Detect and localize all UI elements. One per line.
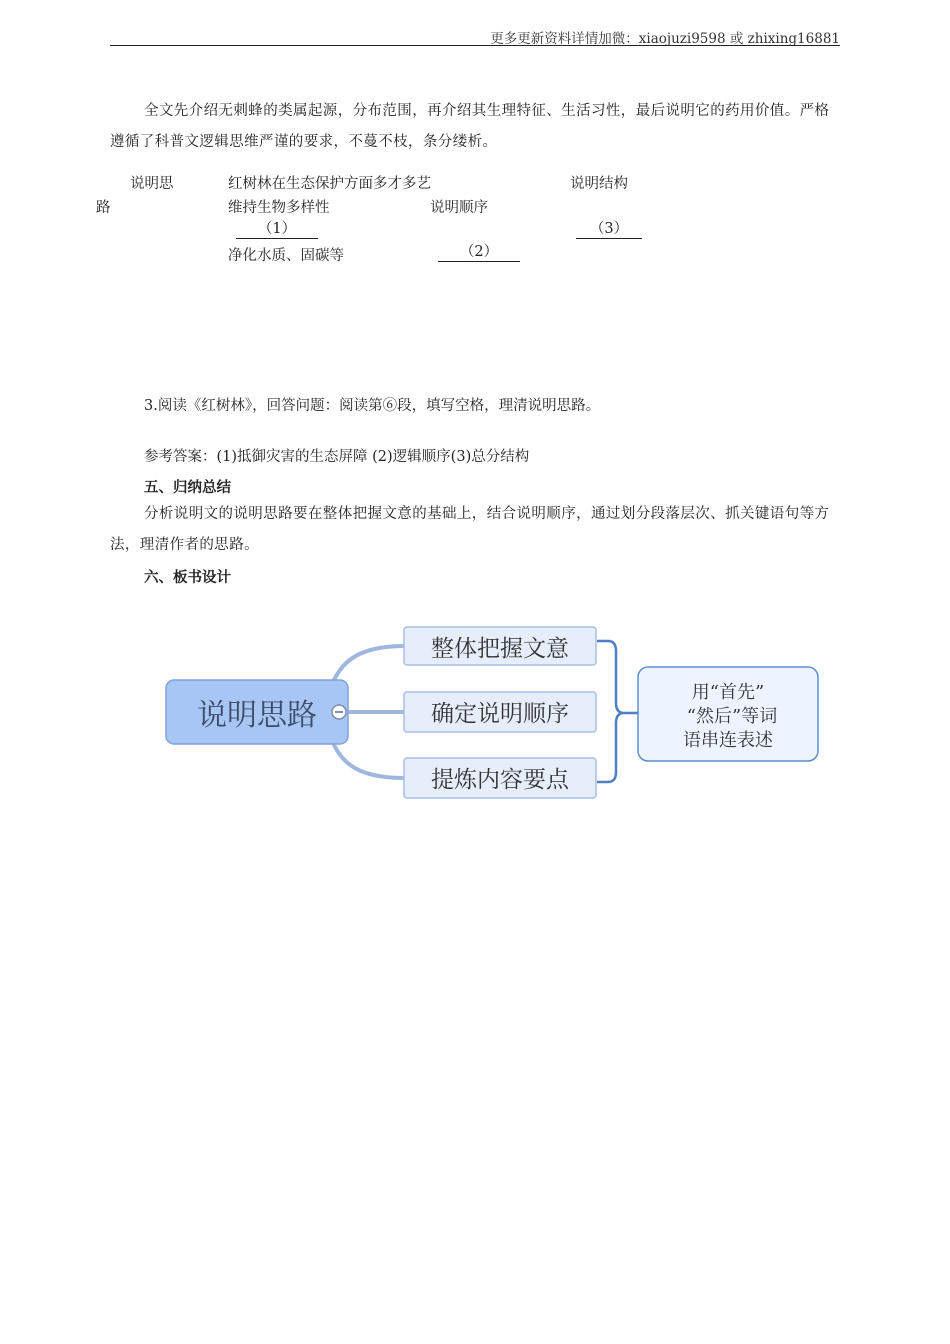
summary-bracket	[597, 641, 638, 782]
outline-main-topic: 红树林在生态保护方面多才多艺	[228, 176, 431, 192]
section5-text: 分析说明文的说明思路要在整体把握文意的基础上，结合说明顺序，通过划分段落层次、抓关键语句等方法，理清作者的思路。	[110, 506, 830, 553]
outline-label-line2: 路	[96, 200, 111, 216]
section6-heading: 六、板书设计	[144, 570, 231, 586]
branch-node-3-label: 提炼内容要点	[431, 767, 569, 793]
outline-blank-3: （3）	[576, 220, 642, 239]
summary-line-3: 语串连表述	[683, 730, 773, 751]
header-note: 更多更新资料详情加微：xiaojuzi9598 或 zhixing16881	[490, 31, 840, 47]
outline-blank-2: （2）	[438, 243, 520, 262]
section5-heading: 五、归纳总结	[144, 480, 231, 496]
answer-text: 参考答案：(1)抵御灾害的生态屏障 (2)逻辑顺序(3)总分结构	[144, 449, 530, 465]
outline-sub-point-2: 净化水质、固碳等	[228, 248, 344, 264]
center-node-label: 说明思路	[197, 698, 317, 733]
summary-line-1: 用“首先”	[691, 682, 765, 703]
outline-label-line1: 说明思	[130, 176, 174, 192]
outline-blank-1: （1）	[236, 220, 318, 239]
outline-sub-point-1: 维持生物多样性	[228, 200, 330, 216]
summary-line-2: “然后”等词	[686, 706, 778, 727]
intro-paragraph: 全文先介绍无刺蜂的类属起源，分布范围，再介绍其生理特征、生活习性，最后说明它的药用价值。严格遵循了科普文逻辑思维严谨的要求，不蔓不枝，条分缕析。	[110, 103, 830, 150]
outline-order-label: 说明顺序	[430, 200, 488, 216]
outline-structure-label: 说明结构	[570, 176, 628, 192]
minus-circle-icon[interactable]	[332, 705, 346, 719]
branch-node-2-label: 确定说明顺序	[431, 701, 569, 727]
branch-node-1-label: 整体把握文意	[431, 636, 569, 662]
question-text: 3.阅读《红树林》，回答问题：阅读第⑥段，填写空格，理清说明思路。	[144, 398, 601, 414]
